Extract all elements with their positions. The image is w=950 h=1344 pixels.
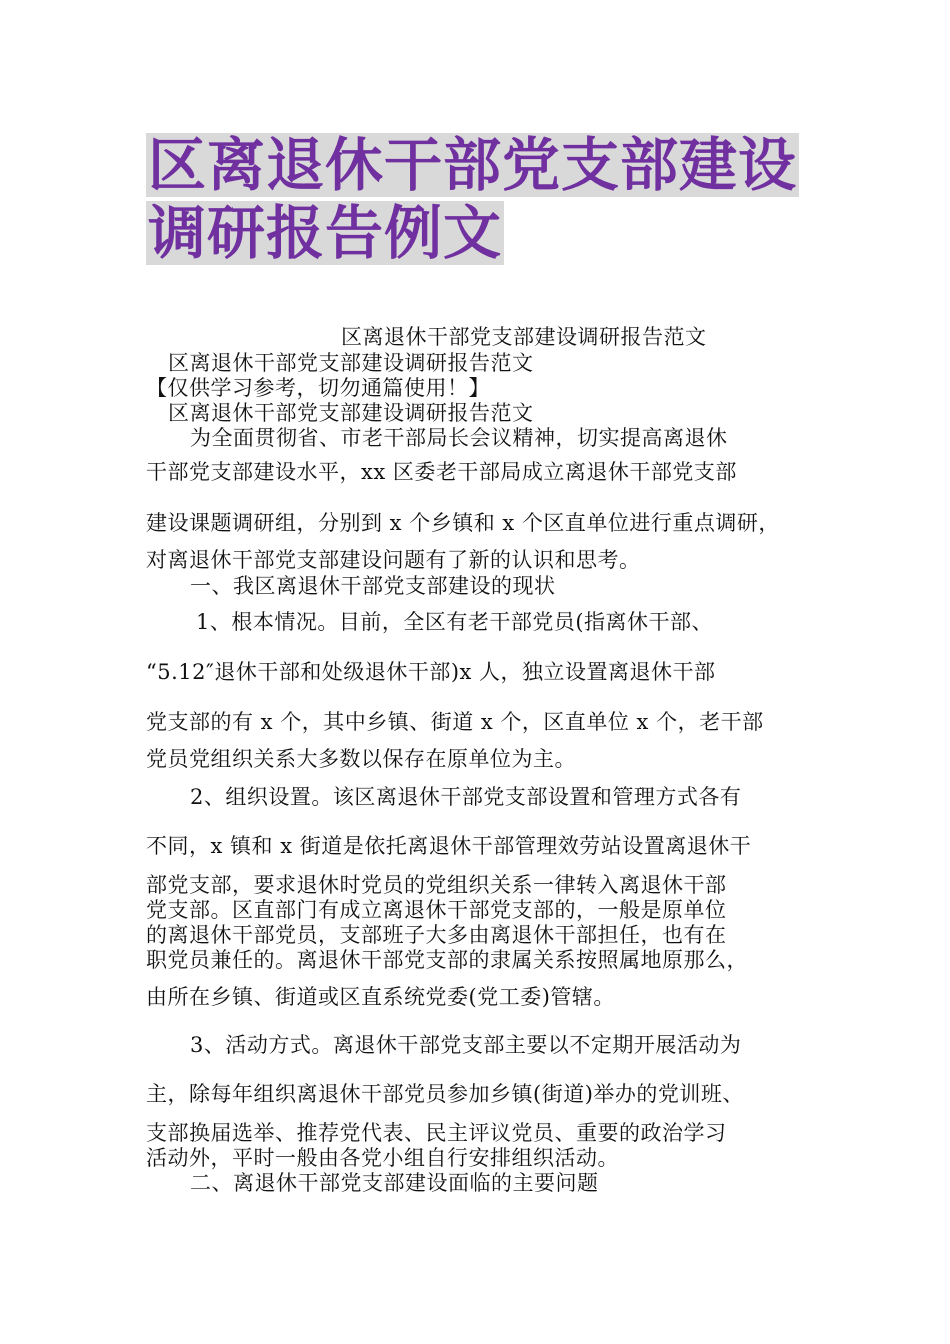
subtitle-line: 区离退休干部党支部建设调研报告范文 xyxy=(168,401,534,425)
subtitle-centered: 区离退休干部党支部建设调研报告范文 xyxy=(341,325,707,349)
paragraph-line: 3、活动方式。离退休干部党支部主要以不定期开展活动为 xyxy=(190,1033,742,1057)
paragraph-line: 对离退休干部党支部建设问题有了新的认识和思考。 xyxy=(146,548,641,572)
paragraph-line: 部党支部，要求退休时党员的党组织关系一律转入离退休干部 xyxy=(146,873,727,897)
paragraph-line: 党支部的有 x 个，其中乡镇、街道 x 个，区直单位 x 个，老干部 xyxy=(146,710,764,734)
paragraph-line: 1、根本情况。目前，全区有老干部党员(指离休干部、 xyxy=(196,610,714,634)
paragraph-line: 2、组织设置。该区离退休干部党支部设置和管理方式各有 xyxy=(190,785,742,809)
paragraph-line: 由所在乡镇、街道或区直系统党委(党工委)管辖。 xyxy=(146,985,615,1009)
paragraph-line: “5.12″退休干部和处级退休干部)x 人，独立设置离退休干部 xyxy=(146,660,716,684)
paragraph-line: 活动外，平时一般由各党小组自行安排组织活动。 xyxy=(146,1146,619,1170)
paragraph-line: 为全面贯彻省、市老干部局长会议精神，切实提高离退休 xyxy=(190,426,728,450)
title-line-2: 调研报告例文 xyxy=(148,199,503,267)
section-heading: 二、离退休干部党支部建设面临的主要问题 xyxy=(190,1171,599,1195)
paragraph-line: 党员党组织关系大多数以保存在原单位为主。 xyxy=(146,747,576,771)
section-heading: 一、我区离退休干部党支部建设的现状 xyxy=(190,574,556,598)
paragraph-line: 支部换届选举、推荐党代表、民主评议党员、重要的政治学习 xyxy=(146,1121,727,1145)
paragraph-line: 主，除每年组织离退休干部党员参加乡镇(街道)举办的党训班、 xyxy=(146,1082,744,1106)
paragraph-line: 建设课题调研组，分别到 x 个乡镇和 x 个区直单位进行重点调研， xyxy=(146,511,780,535)
paragraph-line: 党支部。区直部门有成立离退休干部党支部的，一般是原单位 xyxy=(146,898,727,922)
subtitle-line: 区离退休干部党支部建设调研报告范文 xyxy=(168,351,534,375)
title-line-1: 区离退休干部党支部建设 xyxy=(148,131,798,199)
paragraph-line: 不同，x 镇和 x 街道是依托离退休干部管理效劳站设置离退休干 xyxy=(146,834,752,858)
paragraph-line: 职党员兼任的。离退休干部党支部的隶属关系按照属地原那么， xyxy=(146,948,748,972)
paragraph-line: 干部党支部建设水平，xx 区委老干部局成立离退休干部党支部 xyxy=(146,460,737,484)
disclaimer: 【仅供学习参考，切勿通篇使用！】 xyxy=(146,376,490,400)
paragraph-line: 的离退休干部党员，支部班子大多由离退休干部担任，也有在 xyxy=(146,923,727,947)
